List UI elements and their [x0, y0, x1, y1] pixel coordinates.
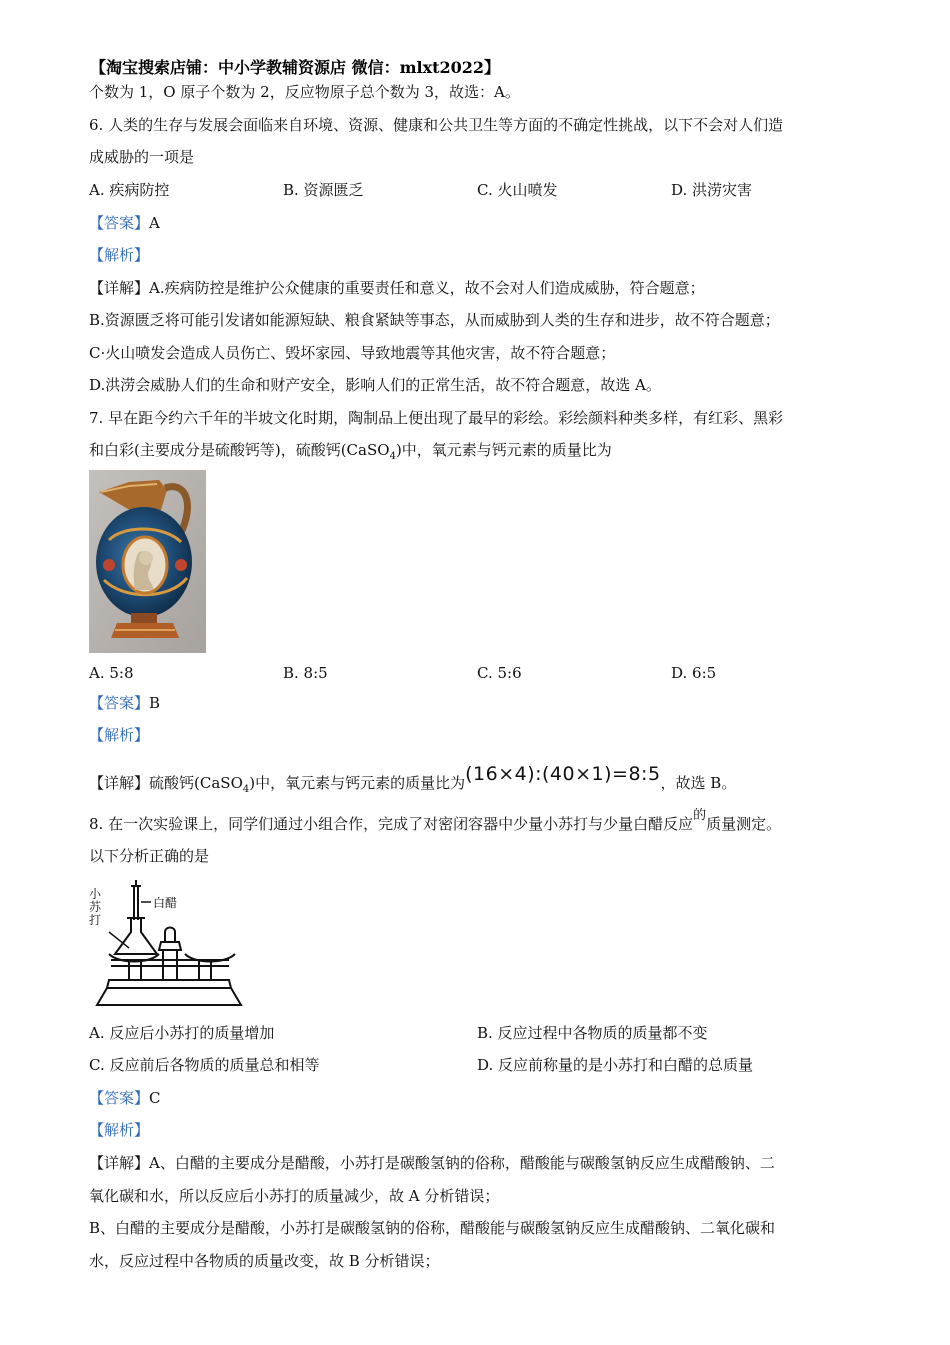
q7-stem-line1: 7. 早在距今约六千年的半坡文化时期，陶制品上便出现了最早的彩绘。彩绘颜料种类多样，有红彩、黑彩 [89, 409, 784, 427]
q8-option-a: A. 反应后小苏打的质量增加 [89, 1024, 275, 1042]
q7-option-b: B. 8:5 [283, 664, 328, 682]
answer-tag: 【答案】 [89, 214, 150, 232]
answer-value: A [149, 214, 160, 232]
q8-stem-line2: 以下分析正确的是 [89, 847, 210, 865]
header-banner: 【淘宝搜索店铺：中小学教辅资源店 微信：mlxt2022】 [90, 58, 501, 77]
figure-label-baking-soda: 小苏打 [89, 887, 102, 927]
vase-photo [89, 470, 206, 653]
figure-label-vinegar: 白醋 [153, 896, 178, 910]
q7-answer [89, 693, 160, 713]
answer-tag: 【答案】 [89, 1089, 150, 1107]
q6-analysis-tag: 【解析】 [89, 246, 150, 264]
q6-detail-2: B.资源匮乏将可能引发诸如能源短缺、粮食紧缺等事态，从而威胁到人类的生存和进步，故不符合题意； [89, 311, 780, 329]
q6-answer [89, 213, 160, 233]
q6-option-b: B. 资源匮乏 [283, 181, 364, 199]
mass-ratio-formula: (16×4):(40×1)=8:5 [465, 763, 661, 785]
stem-text: 质量测定。 [706, 815, 782, 833]
q8-detail-2: 氧化碳和水，所以反应后小苏打的质量减少，故 A 分析错误； [89, 1187, 500, 1205]
detail-text: A.疾病防控是维护公众健康的重要责任和意义，故不会对人们造成威胁，符合题意； [149, 279, 705, 297]
q6-stem-line2: 成威胁的一项是 [89, 148, 195, 166]
detail-text: 硫酸钙(CaSO [149, 774, 243, 792]
superscript-char: 的 [693, 808, 707, 823]
subscript: 4 [242, 784, 250, 795]
detail-text: ，故选 B。 [660, 774, 737, 792]
stem-text: 8. 在一次实验课上，同学们通过小组合作，完成了对密闭容器中少量小苏打与少量白醋反应 [89, 815, 694, 833]
q8-detail-1 [89, 1153, 775, 1173]
q7-option-c: C. 5:6 [477, 664, 522, 682]
detail-tag: 【详解】 [89, 279, 150, 297]
q8-stem-line1 [89, 808, 782, 836]
intro-line: 个数为 1，O 原子个数为 2，反应物原子总个数为 3，故选：A。 [89, 83, 520, 101]
detail-text: )中，氧元素与钙元素的质量比为 [249, 774, 466, 792]
q8-option-b: B. 反应过程中各物质的质量都不变 [477, 1024, 708, 1042]
q6-detail-3: C·火山喷发会造成人员伤亡、毁坏家园、导致地震等其他灾害，故不符合题意； [89, 344, 616, 362]
q8-option-d: D. 反应前称量的是小苏打和白醋的总质量 [477, 1056, 754, 1074]
q6-option-c: C. 火山喷发 [477, 181, 558, 199]
q8-detail-3: B、白醋的主要成分是醋酸，小苏打是碳酸氢钠的俗称，醋酸能与碳酸氢钠反应生成醋酸钠、二氧化碳和 [89, 1219, 776, 1237]
q8-answer [89, 1088, 161, 1108]
q6-option-a: A. 疾病防控 [89, 181, 170, 199]
q6-detail-4: D.洪涝会威胁人们的生命和财产安全，影响人们的正常生活，故不符合题意，故选 A。 [89, 376, 661, 394]
answer-tag: 【答案】 [89, 694, 150, 712]
q8-detail-4: 水，反应过程中各物质的质量改变，故 B 分析错误； [89, 1252, 440, 1270]
q7-option-a: A. 5:8 [89, 664, 134, 682]
answer-value: B [149, 694, 161, 712]
q6-option-d: D. 洪涝灾害 [671, 181, 753, 199]
q6-stem-line1: 6. 人类的生存与发展会面临来自环境、资源、健康和公共卫生等方面的不确定性挑战，以下不会对人们造 [89, 116, 784, 134]
stem-text: )中，氧元素与钙元素的质量比为 [395, 441, 612, 459]
q7-stem-line2 [89, 440, 612, 467]
balance-figure [89, 880, 249, 1010]
q8-analysis-tag: 【解析】 [89, 1121, 150, 1139]
detail-tag: 【详解】 [89, 774, 150, 792]
q6-detail-1 [89, 278, 705, 298]
q7-analysis-tag: 【解析】 [89, 726, 150, 744]
subscript: 4 [389, 451, 396, 462]
q7-option-d: D. 6:5 [671, 664, 717, 682]
detail-tag: 【详解】 [89, 1154, 150, 1172]
answer-value: C [149, 1089, 161, 1107]
q7-detail [89, 763, 737, 803]
detail-text: A、白醋的主要成分是醋酸，小苏打是碳酸氢钠的俗称，醋酸能与碳酸氢钠反应生成醋酸钠、二 [149, 1154, 775, 1172]
stem-text: 和白彩(主要成分是硫酸钙等)，硫酸钙(CaSO [89, 441, 390, 459]
q8-option-c: C. 反应前后各物质的质量总和相等 [89, 1056, 320, 1074]
